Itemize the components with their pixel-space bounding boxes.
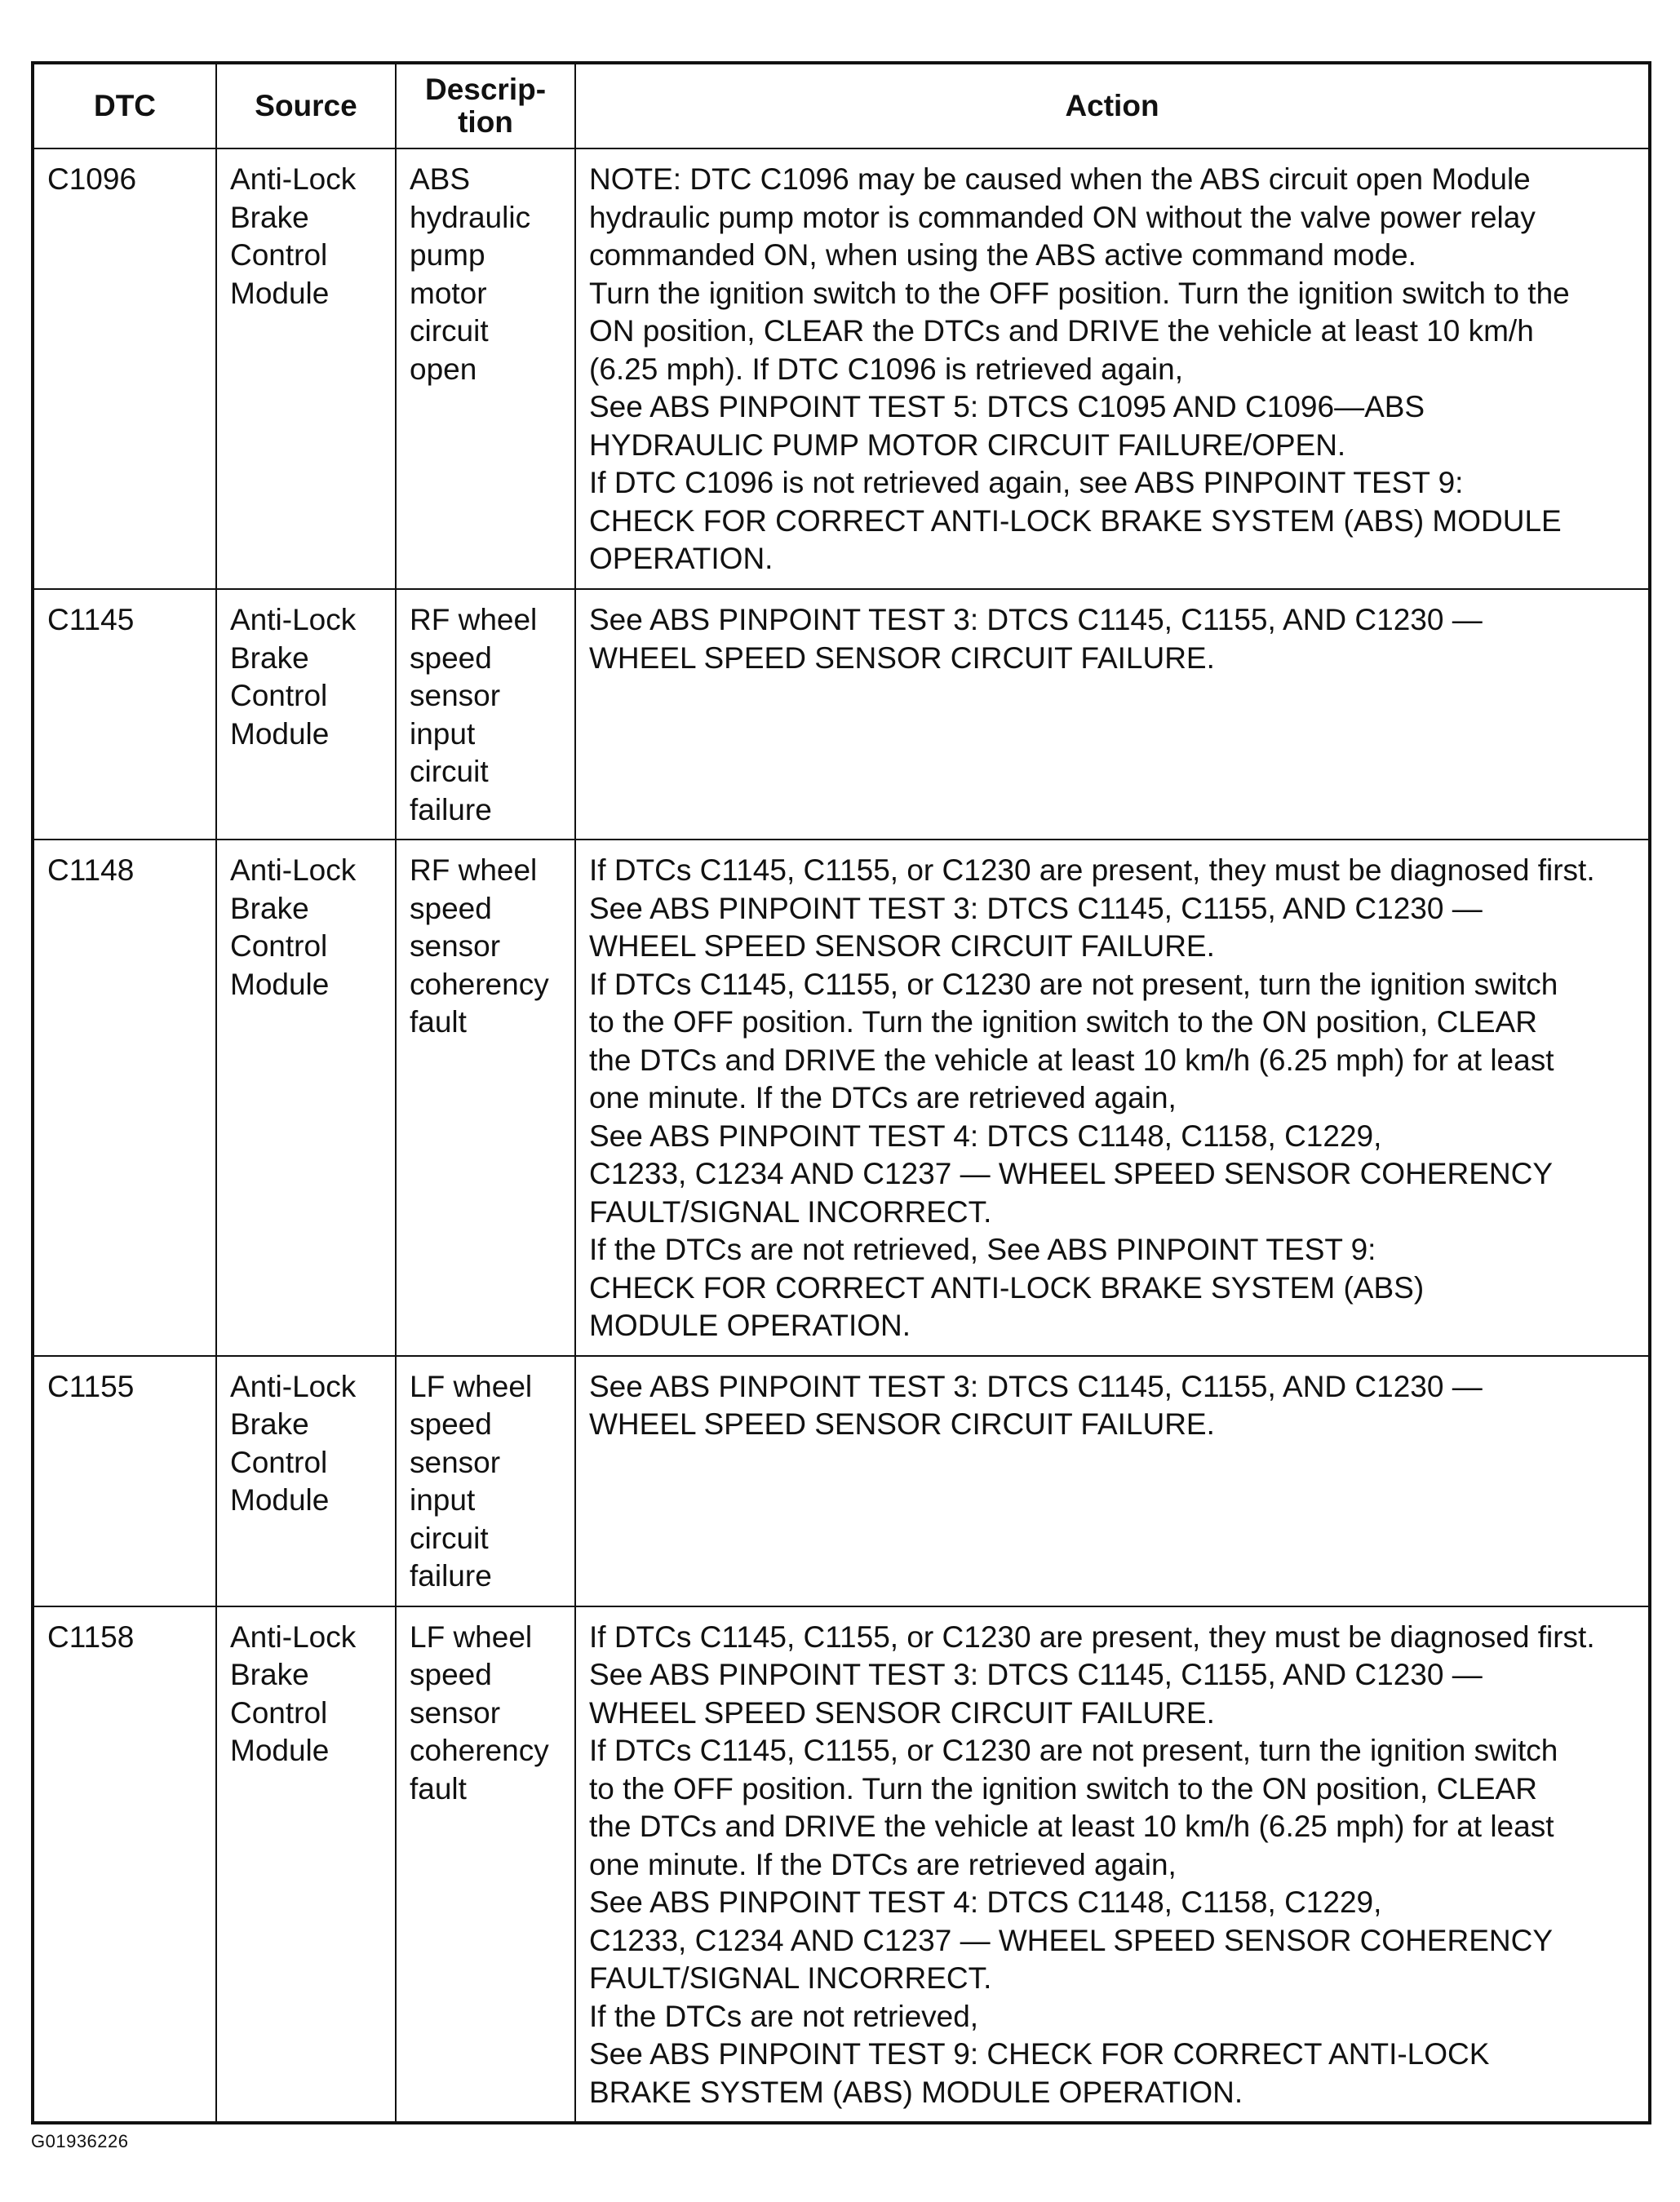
action-cell-line: commanded ON, when using the ABS active command mode.	[589, 238, 1416, 272]
table-row	[33, 1356, 1650, 1606]
action-cell-line: WHEEL SPEED SENSOR CIRCUIT FAILURE.	[589, 640, 1215, 675]
action-cell-line: C1233, C1234 AND C1237 — WHEEL SPEED SENSOR COHERENCY	[589, 1157, 1554, 1190]
action-cell	[575, 148, 1650, 589]
description-cell-line: circuit	[410, 1521, 489, 1555]
description-cell-line: motor	[410, 276, 487, 310]
action-cell	[575, 1606, 1650, 2124]
source-cell-line: Module	[230, 1483, 330, 1517]
table-header-row	[33, 63, 1650, 148]
source-cell	[216, 148, 396, 589]
action-cell-line: FAULT/SIGNAL INCORRECT.	[589, 1961, 992, 1995]
dtc-code-cell: C1158	[33, 1606, 216, 2124]
description-cell-line: circuit	[410, 314, 489, 348]
source-cell-line: Brake	[230, 1658, 309, 1691]
source-cell	[216, 1356, 396, 1606]
description-cell-line: hydraulic	[410, 200, 531, 234]
action-cell	[575, 589, 1650, 840]
source-cell-line: Brake	[230, 891, 309, 925]
description-cell-line: RF wheel	[410, 603, 538, 636]
description-cell-line: sensor	[410, 1695, 501, 1730]
header-description	[396, 63, 575, 148]
action-cell-line: See ABS PINPOINT TEST 9: CHECK FOR CORRECT ANTI-LOCK	[589, 2037, 1490, 2071]
source-cell-line: Anti-Lock	[230, 1369, 357, 1403]
source-cell-line: Brake	[230, 200, 309, 234]
description-cell-line: fault	[410, 1771, 467, 1805]
dtc-code-cell: C1145	[33, 589, 216, 840]
action-cell-line: If DTCs C1145, C1155, or C1230 are present, they must be diagnosed first.	[589, 853, 1595, 887]
description-cell	[396, 589, 575, 840]
action-cell-line: one minute. If the DTCs are retrieved again,	[589, 1081, 1177, 1114]
header-action: Action	[575, 63, 1650, 148]
description-cell-line: speed	[410, 1658, 492, 1691]
action-cell-line: If DTC C1096 is not retrieved again, see ABS PINPOINT TEST 9:	[589, 466, 1464, 499]
action-cell-line: If DTCs C1145, C1155, or C1230 are present, they must be diagnosed first.	[589, 1619, 1595, 1654]
action-cell-line: See ABS PINPOINT TEST 3: DTCS C1145, C1155, AND C1230 —	[589, 891, 1483, 925]
action-cell-line: CHECK FOR CORRECT ANTI-LOCK BRAKE SYSTEM (ABS) MODULE	[589, 503, 1562, 538]
description-cell-line: sensor	[410, 929, 501, 963]
description-cell-line: coherency	[410, 967, 549, 1001]
description-cell-line: open	[410, 352, 477, 386]
description-cell-line: pump	[410, 238, 485, 272]
source-cell	[216, 840, 396, 1356]
description-cell-line: sensor	[410, 679, 501, 712]
action-cell-line: to the OFF position. Turn the ignition switch to the ON position, CLEAR	[589, 1771, 1537, 1805]
source-cell-line: Brake	[230, 640, 309, 675]
source-cell-line: Control	[230, 679, 328, 712]
action-cell-line: FAULT/SIGNAL INCORRECT.	[589, 1194, 992, 1229]
source-cell-line: Module	[230, 716, 330, 751]
dtc-code-cell: C1096	[33, 148, 216, 589]
description-cell-line: failure	[410, 1559, 492, 1593]
source-cell-line: Module	[230, 1734, 330, 1767]
description-cell-line: coherency	[410, 1734, 549, 1767]
table-body	[33, 148, 1650, 2123]
header-description-line2: tion	[458, 105, 513, 139]
source-cell-line: Module	[230, 276, 330, 310]
action-cell-line: Turn the ignition switch to the OFF position. Turn the ignition switch to the	[589, 276, 1570, 310]
description-cell-line: ABS	[410, 162, 471, 196]
action-cell-line: MODULE OPERATION.	[589, 1309, 911, 1342]
header-source: Source	[216, 63, 396, 148]
action-cell-line: WHEEL SPEED SENSOR CIRCUIT FAILURE.	[589, 1695, 1215, 1730]
action-cell-line: If DTCs C1145, C1155, or C1230 are not present, turn the ignition switch	[589, 1734, 1558, 1767]
description-cell-line: sensor	[410, 1445, 501, 1479]
description-cell	[396, 840, 575, 1356]
action-cell-line: (6.25 mph). If DTC C1096 is retrieved again,	[589, 352, 1183, 386]
action-cell-line: NOTE: DTC C1096 may be caused when the ABS circuit open Module	[589, 162, 1531, 196]
table-row	[33, 840, 1650, 1356]
description-cell-line: speed	[410, 640, 492, 675]
description-cell	[396, 148, 575, 589]
action-cell-line: HYDRAULIC PUMP MOTOR CIRCUIT FAILURE/OPEN.	[589, 428, 1346, 462]
source-cell-line: Control	[230, 1445, 328, 1479]
description-cell-line: speed	[410, 891, 492, 925]
action-cell-line: the DTCs and DRIVE the vehicle at least 10 km/h (6.25 mph) for at least	[589, 1810, 1554, 1843]
action-cell-line: BRAKE SYSTEM (ABS) MODULE OPERATION.	[589, 2075, 1243, 2109]
description-cell-line: input	[410, 1483, 476, 1517]
source-cell-line: Anti-Lock	[230, 603, 357, 636]
source-cell	[216, 589, 396, 840]
dtc-code-cell: C1155	[33, 1356, 216, 1606]
action-cell-line: If DTCs C1145, C1155, or C1230 are not present, turn the ignition switch	[589, 967, 1558, 1001]
table-row	[33, 148, 1650, 589]
action-cell-line: If the DTCs are not retrieved,	[589, 1999, 979, 2033]
action-cell-line: hydraulic pump motor is commanded ON without the valve power relay	[589, 200, 1536, 234]
action-cell	[575, 1356, 1650, 1606]
action-cell-line: See ABS PINPOINT TEST 3: DTCS C1145, C1155, AND C1230 —	[589, 1658, 1483, 1691]
source-cell-line: Anti-Lock	[230, 162, 357, 196]
source-cell-line: Control	[230, 238, 328, 272]
action-cell-line: See ABS PINPOINT TEST 4: DTCS C1148, C1158, C1229,	[589, 1119, 1382, 1153]
source-cell-line: Anti-Lock	[230, 853, 357, 887]
source-cell-line: Control	[230, 1695, 328, 1730]
action-cell-line: ON position, CLEAR the DTCs and DRIVE the vehicle at least 10 km/h	[589, 314, 1534, 348]
description-cell-line: fault	[410, 1005, 467, 1039]
action-cell	[575, 840, 1650, 1356]
source-cell-line: Anti-Lock	[230, 1619, 357, 1654]
description-cell-line: failure	[410, 792, 492, 826]
description-cell-line: LF wheel	[410, 1619, 533, 1654]
figure-id: G01936226	[31, 2131, 129, 2151]
header-dtc: DTC	[33, 63, 216, 148]
description-cell	[396, 1356, 575, 1606]
dtc-table	[31, 61, 1651, 2124]
description-cell-line: input	[410, 716, 476, 751]
action-cell-line: If the DTCs are not retrieved, See ABS PINPOINT TEST 9:	[589, 1233, 1376, 1266]
action-cell-line: one minute. If the DTCs are retrieved again,	[589, 1847, 1177, 1881]
source-cell-line: Brake	[230, 1407, 309, 1441]
header-description-line1: Descrip-	[424, 73, 547, 106]
source-cell-line: Control	[230, 929, 328, 963]
table-row	[33, 589, 1650, 840]
table-row	[33, 1606, 1650, 2124]
description-cell-line: circuit	[410, 755, 489, 788]
action-cell-line: See ABS PINPOINT TEST 3: DTCS C1145, C1155, AND C1230 —	[589, 1369, 1483, 1403]
description-cell-line: LF wheel	[410, 1369, 533, 1403]
source-cell-line: Module	[230, 967, 330, 1001]
action-cell-line: to the OFF position. Turn the ignition switch to the ON position, CLEAR	[589, 1005, 1537, 1039]
description-cell	[396, 1606, 575, 2124]
source-cell	[216, 1606, 396, 2124]
action-cell-line: OPERATION.	[589, 542, 774, 575]
action-cell-line: WHEEL SPEED SENSOR CIRCUIT FAILURE.	[589, 1407, 1215, 1441]
dtc-code-cell: C1148	[33, 840, 216, 1356]
action-cell-line: C1233, C1234 AND C1237 — WHEEL SPEED SENSOR COHERENCY	[589, 1923, 1554, 1957]
action-cell-line: See ABS PINPOINT TEST 5: DTCS C1095 AND C1096—ABS	[589, 390, 1425, 423]
action-cell-line: CHECK FOR CORRECT ANTI-LOCK BRAKE SYSTEM (ABS)	[589, 1270, 1425, 1305]
description-cell-line: speed	[410, 1407, 492, 1441]
action-cell-line: WHEEL SPEED SENSOR CIRCUIT FAILURE.	[589, 929, 1215, 963]
action-cell-line: See ABS PINPOINT TEST 4: DTCS C1148, C1158, C1229,	[589, 1885, 1382, 1919]
action-cell-line: See ABS PINPOINT TEST 3: DTCS C1145, C1155, AND C1230 —	[589, 603, 1483, 636]
description-cell-line: RF wheel	[410, 853, 538, 887]
action-cell-line: the DTCs and DRIVE the vehicle at least 10 km/h (6.25 mph) for at least	[589, 1043, 1554, 1077]
